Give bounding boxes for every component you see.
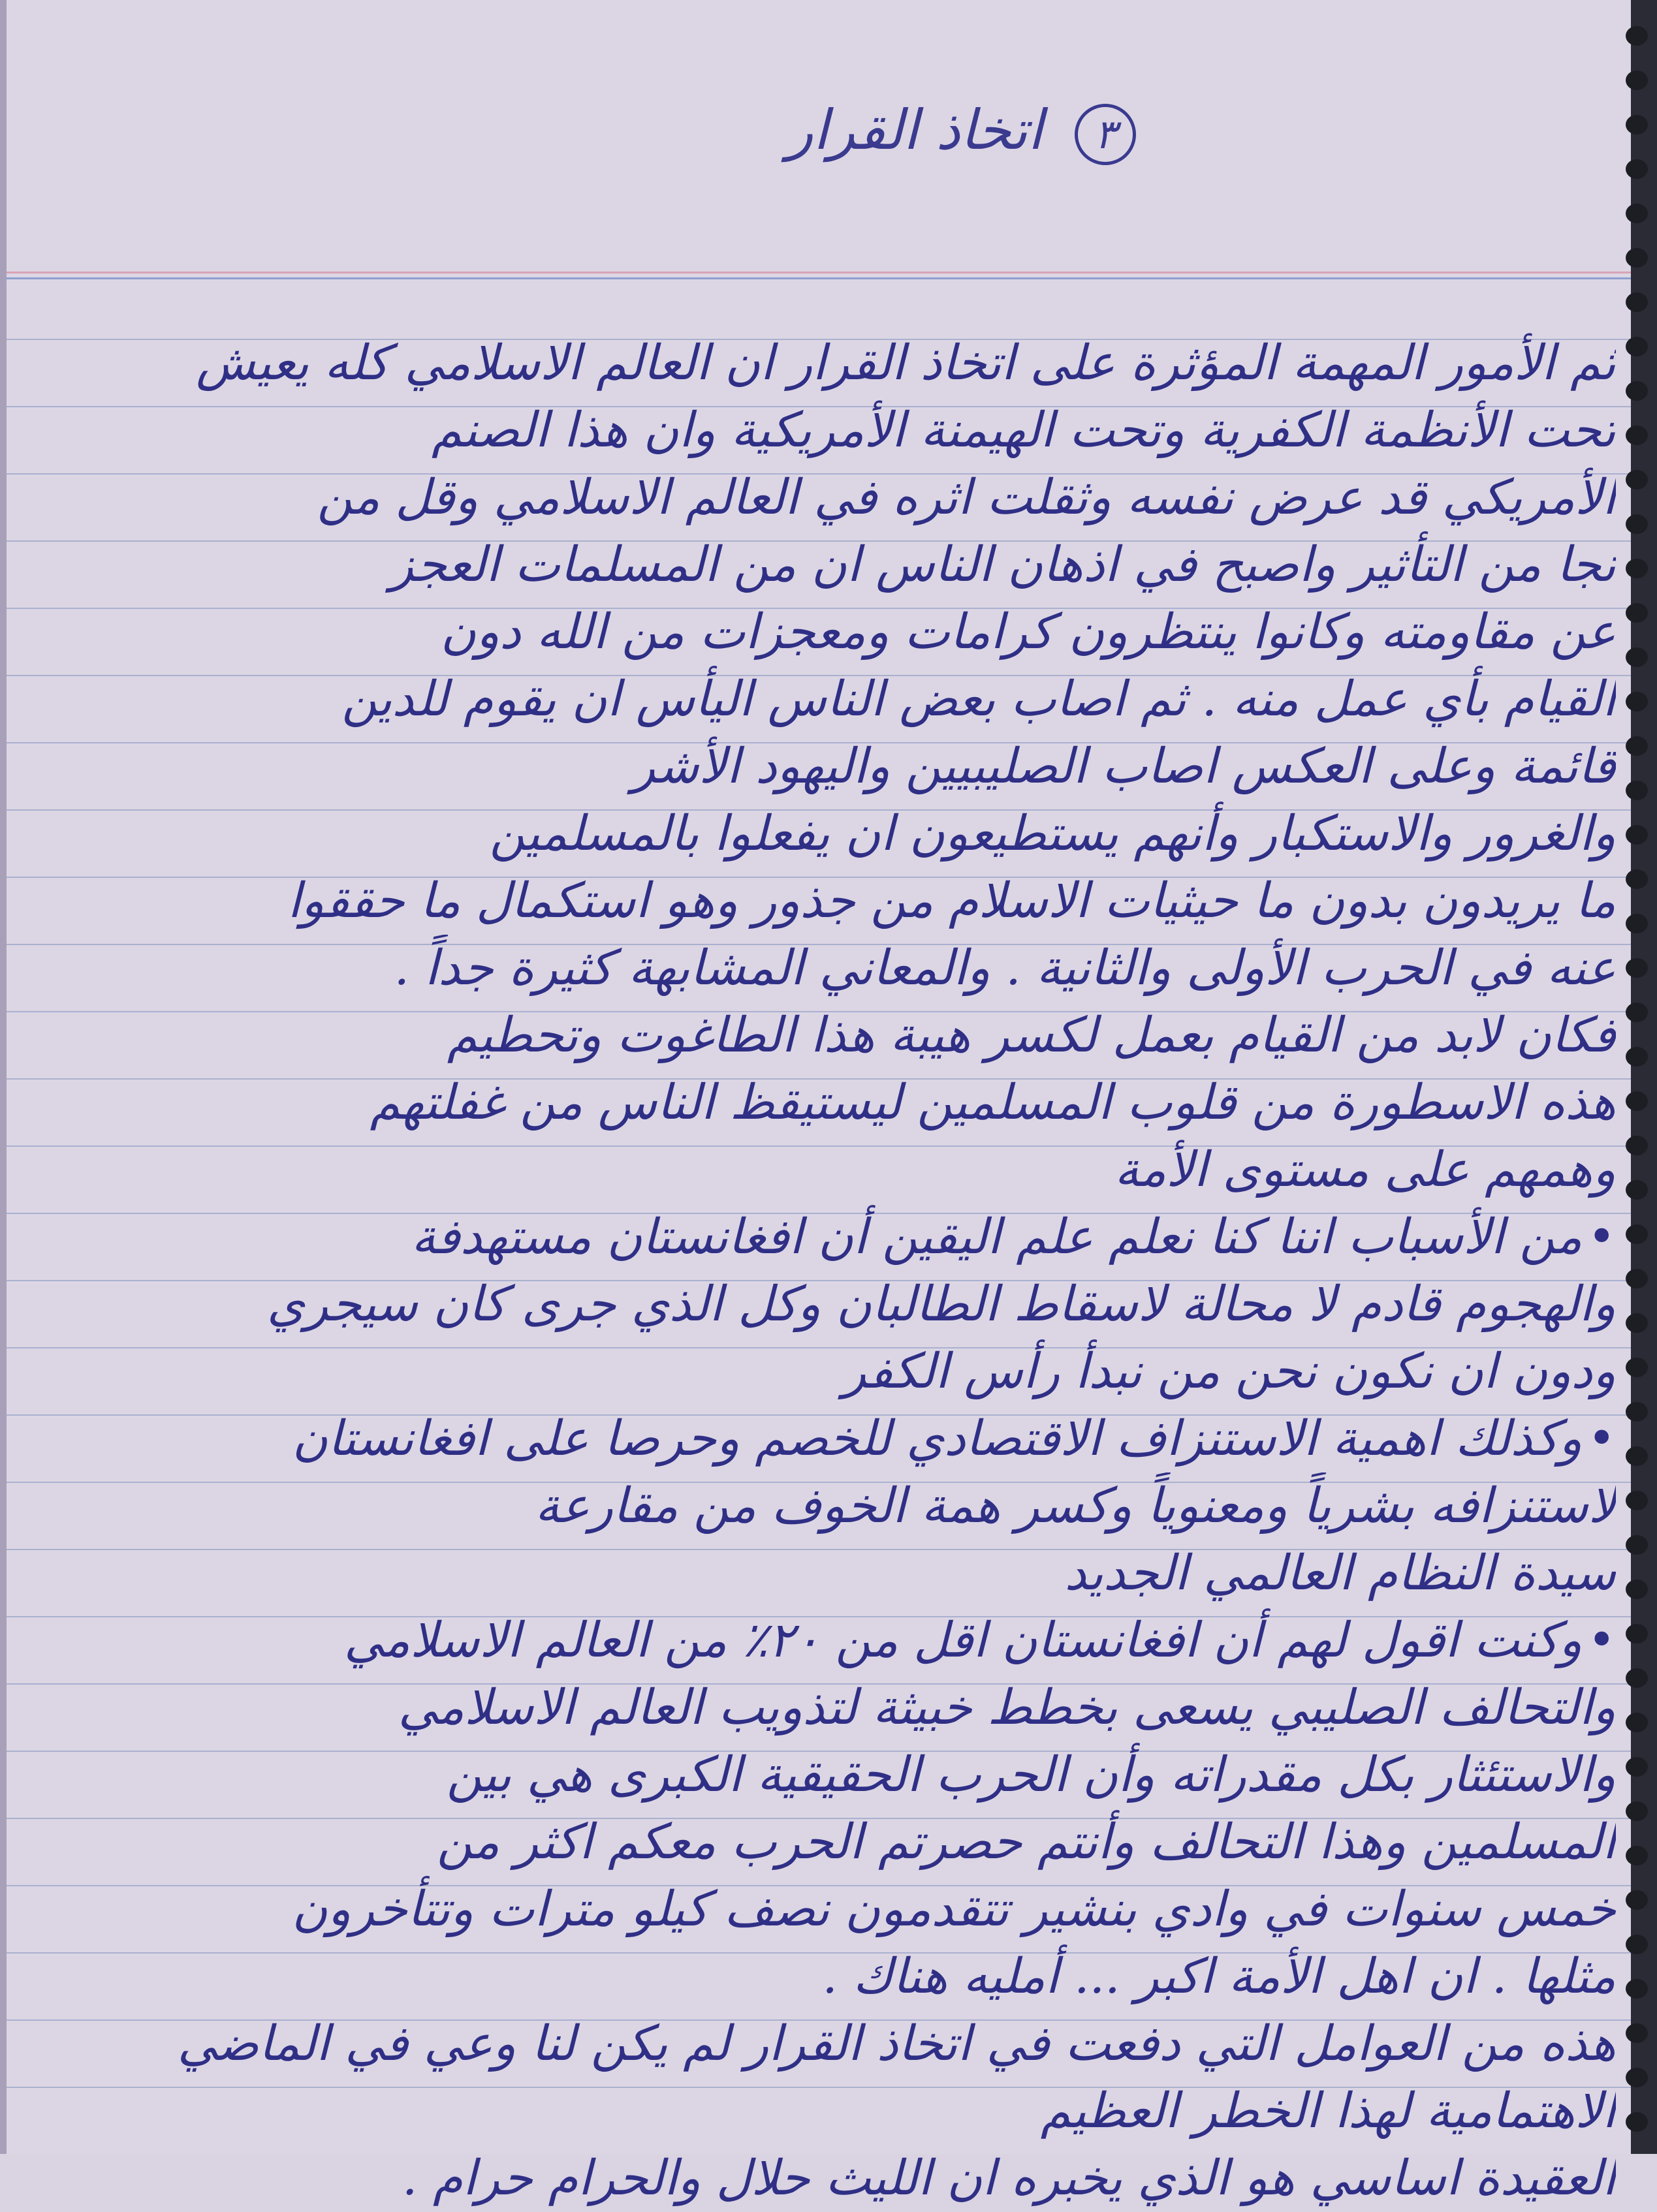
perforation-hole [1626, 514, 1648, 534]
perforation-hole [1626, 692, 1648, 711]
perforation-hole [1626, 1224, 1648, 1244]
perforation-hole [1626, 1402, 1648, 1422]
perforation-hole [1626, 470, 1648, 490]
text-line: العقيدة اساسي هو الذي يخبره ان الليث حلال والحرام حرام . [402, 2150, 1616, 2206]
text-line: عن مقاومته وكانوا ينتظرون كرامات ومعجزات من الله دون [440, 604, 1616, 660]
text-line: • من الأسباب اننا كنا نعلم علم اليقين أن افغانستان مستهدفة [36, 1204, 1616, 1271]
perforation-hole [1626, 1890, 1648, 1910]
perforation-hole [1626, 1003, 1648, 1022]
text-line: ثم الأمور المهمة المؤثرة على اتخاذ القرار ان العالم الاسلامي كله يعيش [196, 335, 1616, 391]
perforation-hole [1626, 781, 1648, 800]
perforation-hole [1626, 26, 1648, 46]
perforation-hole [1626, 1713, 1648, 1732]
text-line: المسلمين وهذا التحالف وأنتم حصرتم الحرب معكم اكثر من [437, 1814, 1616, 1870]
text-line: والتحالف الصليبي يسعى بخطط خبيثة لتذويب العالم الاسلامي [398, 1679, 1616, 1736]
perforation-hole [1626, 1269, 1648, 1288]
section-number: ٣ [1075, 104, 1136, 165]
perforation-hole [1626, 1446, 1648, 1466]
perforation-hole [1626, 1801, 1648, 1821]
perforation-hole [1626, 2112, 1648, 2132]
text-line: مثلها . ان اهل الأمة اكبر ... أمليه هناك . [822, 1948, 1616, 2004]
page-title [679, 98, 1136, 165]
handwritten-body [36, 330, 1616, 2212]
perforation-hole [1626, 1668, 1648, 1688]
perforation-hole [1626, 914, 1648, 933]
text-line: والهجوم قادم لا محالة لاسقاط الطالبان وكل الذي جرى كان سيجري [266, 1276, 1616, 1332]
perforation-hole [1626, 1935, 1648, 1954]
text-line: نجا من التأثير واصبح في اذهان الناس ان من المسلمات العجز [390, 537, 1616, 593]
perforation-hole [1626, 1136, 1648, 1155]
text-line: لاستنزافه بشرياً ومعنوياً وكسر همة الخوف من مقارعة [535, 1478, 1616, 1534]
perforation-hole [1626, 1846, 1648, 1865]
title-text: اتخاذ القرار [786, 98, 1043, 162]
text-line: الاهتمامية لهذا الخطر العظيم [1040, 2083, 1616, 2139]
text-line: والغرور والاستكبار وأنهم يستطيعون ان يفعلوا بالمسلمين [489, 805, 1616, 862]
text-line: الأمريكي قد عرض نفسه وثقلت اثره في العالم الاسلامي وقل من [317, 469, 1616, 525]
perforation-hole [1626, 1091, 1648, 1111]
text-line: ما يريدون بدون ما حيثيات الاسلام من جذور وهو استكمال ما حققوا [287, 873, 1616, 929]
perforation-hole [1626, 869, 1648, 889]
perforation-hole [1626, 115, 1648, 134]
header-rule-blue [0, 277, 1657, 279]
perforation-hole [1626, 1180, 1648, 1200]
perforation-hole [1626, 248, 1648, 268]
perforation-hole [1626, 958, 1648, 978]
text-line: وهمهم على مستوى الأمة [1114, 1142, 1616, 1198]
text-line: ودون ان نكون نحن من نبدأ رأس الكفر [842, 1343, 1616, 1399]
perforation-hole [1626, 381, 1648, 401]
perforation-hole [1626, 292, 1648, 312]
perforation-hole [1626, 1313, 1648, 1333]
page-left-edge [0, 0, 7, 2154]
perforation-hole [1626, 1979, 1648, 1999]
text-line: سيدة النظام العالمي الجديد [1064, 1545, 1616, 1601]
perforation-hole [1626, 1358, 1648, 1377]
perforation-hole [1626, 1491, 1648, 1510]
perforation-hole [1626, 2068, 1648, 2087]
perforation-hole [1626, 1624, 1648, 1643]
perforation-hole [1626, 559, 1648, 578]
header-rule-red [0, 272, 1657, 273]
text-line: والاستئثار بكل مقدراته وأن الحرب الحقيقية الكبرى هي بين [446, 1747, 1616, 1803]
perforation-hole [1626, 1580, 1648, 1599]
text-line: قائمة وعلى العكس اصاب الصليبيين واليهود الأشر [631, 738, 1616, 794]
perforation-hole [1626, 603, 1648, 623]
text-line: • وكنت اقول لهم أن افغانستان اقل من ٢٠٪ من العالم الاسلامي [36, 1607, 1616, 1674]
perforation-hole [1626, 1047, 1648, 1067]
perforation-hole [1626, 2023, 1648, 2043]
perforation-hole [1626, 159, 1648, 179]
perforation-hole [1626, 204, 1648, 223]
text-line: خمس سنوات في وادي بنشير تتقدمون نصف كيلو مترات وتتأخرون [292, 1881, 1616, 1937]
perforation-hole [1626, 1757, 1648, 1777]
perforation-hole [1626, 736, 1648, 756]
spiral-perforation [1631, 0, 1657, 2154]
text-line: فكان لابد من القيام بعمل لكسر هيبة هذا الطاغوت وتحطيم [447, 1007, 1616, 1063]
perforation-hole [1626, 647, 1648, 667]
text-line: هذه من العوامل التي دفعت في اتخاذ القرار لم يكن لنا وعي في الماضي [177, 2016, 1616, 2072]
perforation-hole [1626, 337, 1648, 356]
perforation-hole [1626, 70, 1648, 90]
text-line: هذه الاسطورة من قلوب المسلمين ليستيقظ الناس من غفلتهم [370, 1074, 1616, 1130]
text-line: عنه في الحرب الأولى والثانية . والمعاني المشابهة كثيرة جداً . [394, 940, 1616, 996]
perforation-hole [1626, 825, 1648, 845]
perforation-hole [1626, 426, 1648, 445]
perforation-hole [1626, 1535, 1648, 1555]
text-line: تحت الأنظمة الكفرية وتحت الهيمنة الأمريكية وان هذا الصنم [432, 402, 1616, 458]
text-line: • وكذلك اهمية الاستنزاف الاقتصادي للخصم وحرصا على افغانستان [36, 1405, 1616, 1472]
text-line: القيام بأي عمل منه . ثم اصاب بعض الناس اليأس ان يقوم للدين [341, 671, 1616, 727]
